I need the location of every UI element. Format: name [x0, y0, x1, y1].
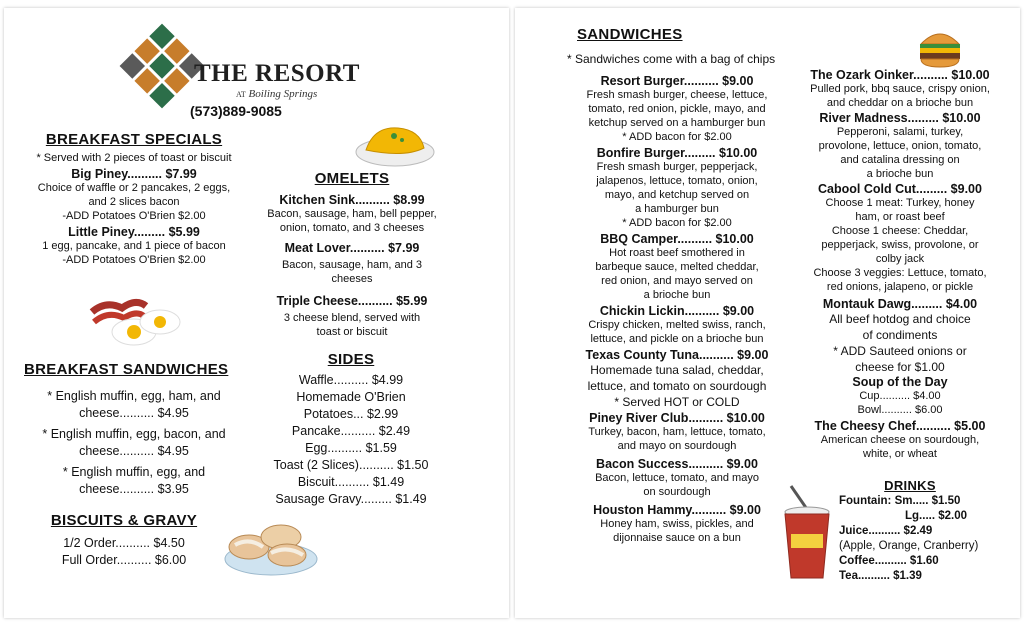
sandwiches-heading: SANDWICHES — [577, 26, 683, 43]
menu-item-desc: Turkey, bacon, ham, lettuce, tomato, — [588, 426, 766, 438]
side-item: Waffle.......... $4.99 — [298, 373, 404, 387]
logo-at: AT — [236, 90, 246, 99]
menu-item-desc: lettuce, and tomato on sourdough — [587, 379, 767, 393]
menu-item-price: cheese.......... $4.95 — [79, 406, 189, 420]
bacon-eggs-icon — [86, 290, 186, 350]
logo-phone: (573)889-9085 — [190, 103, 282, 119]
menu-item-title: River Madness......... $10.00 — [819, 111, 981, 125]
lunch-panel — [515, 8, 1020, 618]
menu-item-desc: Honey ham, swiss, pickles, and — [600, 518, 754, 530]
menu-item-title: The Cheesy Chef.......... $5.00 — [814, 419, 986, 433]
menu-item-desc: Fresh smash burger, cheese, lettuce, — [586, 89, 768, 101]
menu-item-title: Soup of the Day — [852, 375, 948, 389]
menu-item-desc: barbeque sauce, melted cheddar, — [595, 261, 759, 273]
menu-item-title: Bacon Success.......... $9.00 — [596, 457, 758, 471]
menu-item-desc: Choice of waffle or 2 pancakes, 2 eggs, — [37, 182, 231, 194]
menu-item-desc: pepperjack, swiss, provolone, or — [821, 239, 979, 251]
drink-item: Tea.......... $1.39 — [839, 570, 922, 582]
menu-item-desc: * English muffin, egg, bacon, and — [42, 427, 226, 441]
menu-item-desc: * Served HOT or COLD — [614, 395, 740, 409]
menu-item-desc: tomato, red onion, pickle, mayo, and — [588, 103, 766, 115]
side-item: Biscuit.......... $1.49 — [297, 475, 405, 489]
menu-item-desc: and cheddar on a brioche bun — [826, 97, 974, 109]
menu-item-desc: of condiments — [862, 328, 938, 342]
menu-item-title: Chickin Lickin.......... $9.00 — [599, 304, 755, 318]
menu-item-desc: red onions, jalapeno, or pickle — [826, 281, 974, 293]
menu-item-desc: Fresh smash burger, pepperjack, — [596, 161, 758, 173]
menu-item-desc: Bacon, lettuce, tomato, and mayo — [595, 472, 759, 484]
menu-item-desc: lettuce, and pickle on a brioche bun — [590, 333, 764, 345]
menu-item-desc: -ADD Potatoes O'Brien $2.00 — [62, 210, 206, 222]
menu-item-desc: -ADD Potatoes O'Brien $2.00 — [62, 254, 206, 266]
menu-item-desc: All beef hotdog and choice — [829, 312, 971, 326]
menu-item-title: Houston Hammy.......... $9.00 — [593, 503, 761, 517]
menu-item-desc: Choose 1 cheese: Cheddar, — [831, 225, 969, 237]
menu-item-desc: ketchup served on a hamburger bun — [588, 117, 766, 129]
menu-item-desc: 3 cheese blend, served with — [283, 312, 421, 324]
menu-item-desc: * ADD Sauteed onions or — [833, 344, 967, 358]
menu-item-desc: Bacon, sausage, ham, and 3 — [281, 259, 423, 271]
menu-item-desc: Crispy chicken, melted swiss, ranch, — [588, 319, 766, 331]
menu-item-desc: Pulled pork, bbq sauce, crispy onion, — [810, 83, 990, 95]
sandwiches-note: * Sandwiches come with a bag of chips — [567, 52, 776, 66]
menu-item-desc: colby jack — [875, 253, 925, 265]
menu-item-desc: red onion, and mayo served on — [601, 275, 753, 287]
menu-item-title: Piney River Club.......... $10.00 — [589, 411, 765, 425]
menu-item-desc: on sourdough — [643, 486, 711, 498]
menu-item-title: Texas County Tuna.......... $9.00 — [585, 348, 769, 362]
menu-item-title: Resort Burger.......... $9.00 — [600, 74, 754, 88]
sides-heading: SIDES — [327, 351, 375, 368]
drink-cup-icon — [777, 482, 833, 582]
menu-item-desc: toast or biscuit — [316, 326, 388, 338]
menu-item-title: BBQ Camper.......... $10.00 — [600, 232, 754, 246]
menu-item-title: Montauk Dawg......... $4.00 — [822, 297, 978, 311]
drink-item: Fountain: Sm..... $1.50 — [839, 495, 961, 507]
menu-item-desc: a brioche bun — [866, 168, 934, 180]
menu-item-desc: Pepperoni, salami, turkey, — [836, 126, 964, 138]
drink-item: Juice.......... $2.49 — [839, 525, 933, 537]
menu-item-desc: Bacon, sausage, ham, bell pepper, — [267, 208, 437, 220]
biscuits-item: 1/2 Order.......... $4.50 — [63, 536, 185, 550]
menu-item-desc: ham, or roast beef — [855, 211, 945, 223]
menu-item-desc: cheese for $1.00 — [855, 360, 945, 374]
logo-subtitle — [236, 88, 317, 100]
breakfast-sandwiches-heading: BREAKFAST SANDWICHES — [24, 361, 229, 378]
omelet-icon — [354, 118, 436, 170]
menu-item-desc: jalapenos, lettuce, tomato, onion, — [596, 175, 758, 187]
side-item: Sausage Gravy......... $1.49 — [275, 492, 427, 506]
menu-item-desc: Choose 1 meat: Turkey, honey — [825, 197, 975, 209]
menu-item-desc: * English muffin, egg, and — [62, 465, 206, 479]
menu-item-desc: a hamburger bun — [635, 203, 719, 215]
breakfast-panel — [4, 8, 509, 618]
menu-item-desc: Homemade tuna salad, cheddar, — [590, 363, 764, 377]
biscuits-item: Full Order.......... $6.00 — [61, 553, 187, 567]
menu-item-title: Bonfire Burger......... $10.00 — [596, 146, 758, 160]
menu-item-desc: dijonnaise sauce on a bun — [613, 532, 741, 544]
menu-item-desc: Cup.......... $4.00 — [859, 390, 941, 402]
menu-item-desc: cheeses — [331, 273, 373, 285]
side-item: Pancake.......... $2.49 — [291, 424, 411, 438]
menu-item-desc: * ADD bacon for $2.00 — [622, 217, 732, 229]
menu-item-desc: a brioche bun — [643, 289, 711, 301]
side-item: Potatoes... $2.99 — [303, 407, 399, 421]
menu-item-desc: and catalina dressing on — [840, 154, 960, 166]
menu-item-desc: white, or wheat — [863, 448, 937, 460]
drink-item: Lg..... $2.00 — [905, 510, 967, 522]
menu-item-desc: * ADD bacon for $2.00 — [622, 131, 732, 143]
menu-item-desc: and mayo on sourdough — [617, 440, 737, 452]
menu-item-desc: American cheese on sourdough, — [820, 434, 980, 446]
menu-item-title: Little Piney......... $5.99 — [68, 225, 200, 239]
burger-icon — [917, 26, 963, 70]
drink-item: Coffee.......... $1.60 — [839, 555, 939, 567]
biscuits-gravy-heading: BISCUITS & GRAVY — [50, 512, 198, 529]
omelets-heading: OMELETS — [314, 170, 390, 187]
menu-item-desc: 1 egg, pancake, and 1 piece of bacon — [42, 240, 226, 252]
menu-item-title: Cabool Cold Cut......... $9.00 — [818, 182, 982, 196]
menu-item-price: cheese.......... $4.95 — [79, 444, 189, 458]
drinks-heading: DRINKS — [884, 478, 936, 493]
side-item: Toast (2 Slices).......... $1.50 — [273, 458, 429, 472]
drink-item: (Apple, Orange, Cranberry) — [839, 540, 979, 552]
menu-item-desc: Choose 3 veggies: Lettuce, tomato, — [813, 267, 987, 279]
biscuits-gravy-icon — [219, 511, 319, 579]
menu-item-title: Kitchen Sink.......... $8.99 — [279, 193, 425, 207]
menu-item-desc: Hot roast beef smothered in — [609, 247, 745, 259]
logo-title: THE RESORT — [194, 60, 360, 87]
side-item: Homemade O'Brien — [296, 390, 406, 404]
logo-script: Boiling Springs — [248, 88, 318, 100]
menu-item-desc: mayo, and ketchup served on — [604, 189, 750, 201]
menu-item-desc: Bowl.......... $6.00 — [857, 404, 943, 416]
menu-item-desc: onion, tomato, and 3 cheeses — [279, 222, 425, 234]
menu-item-desc: * English muffin, egg, ham, and — [47, 389, 221, 403]
menu-item-title: Triple Cheese.......... $5.99 — [276, 294, 428, 308]
menu-item-price: cheese.......... $3.95 — [79, 482, 189, 496]
menu-item-title: The Ozark Oinker.......... $10.00 — [810, 68, 990, 82]
side-item: Egg.......... $1.59 — [305, 441, 397, 455]
menu-item-title: Big Piney.......... $7.99 — [71, 167, 197, 181]
menu-item-desc: provolone, lettuce, onion, tomato, — [818, 140, 982, 152]
menu-item-desc: and 2 slices bacon — [88, 196, 180, 208]
menu-item-title: Meat Lover.......... $7.99 — [284, 241, 420, 255]
breakfast-specials-note: * Served with 2 pieces of toast or biscuit — [36, 152, 232, 164]
breakfast-specials-heading: BREAKFAST SPECIALS — [45, 131, 223, 148]
